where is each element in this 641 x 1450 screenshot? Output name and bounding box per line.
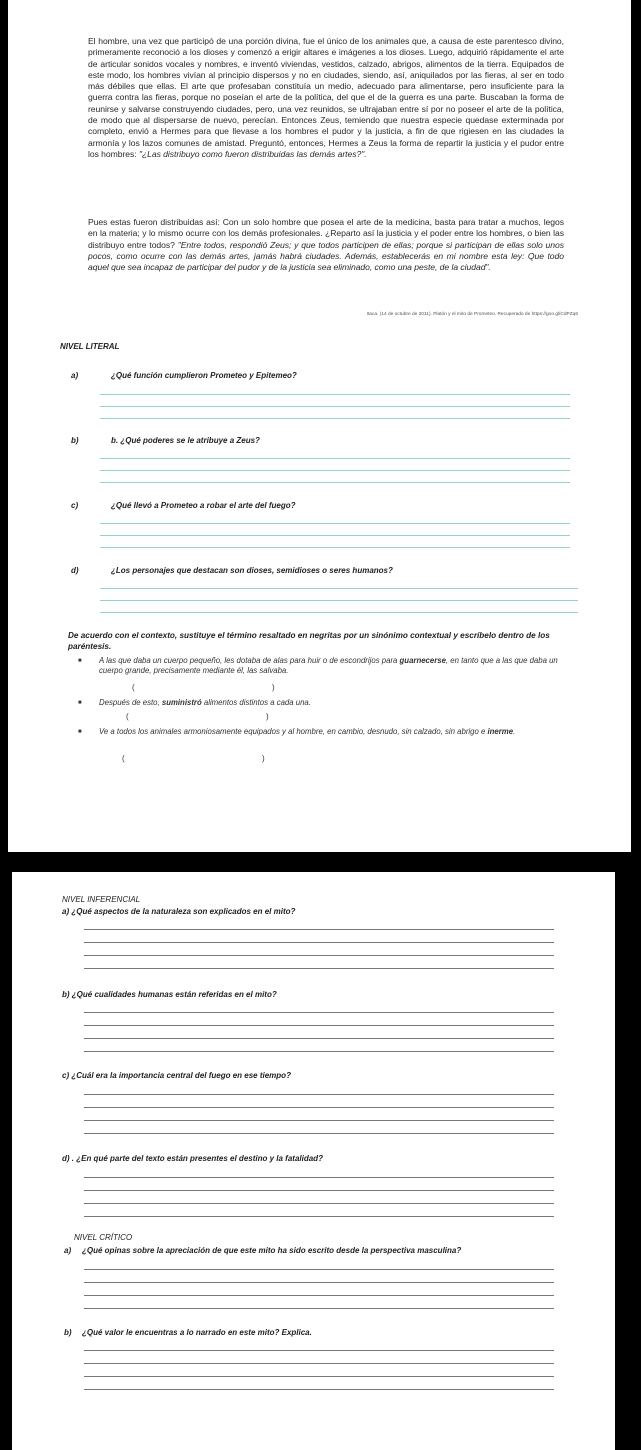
answer-line[interactable] — [84, 1177, 554, 1178]
literal-question-a: a) ¿Qué función cumplieron Prometeo y Epitemeo? — [71, 371, 297, 380]
answer-line[interactable] — [100, 418, 570, 419]
literal-question-b: b) b. ¿Qué poderes se le atribuye a Zeus? — [71, 436, 260, 445]
critico-question-a: a) ¿Qué opinas sobre la apreciación de que este mito ha sido escrito desde la perspectiva masculina? — [64, 1246, 462, 1255]
reading-paragraph-1: El hombre, una vez que participó de una porción divina, fue el único de los animales que, a causa de este parentesco divino, primeramente reconoció a los dioses y comenzó a erigir altares e imágenes a los dioses. Luego, adquirió rápidamente el arte de articular sonidos vocales y nombres, e inventó viviendas, vestidos, calzado, abrigos, alimentos de la tierra. Equipados de este modo, los hombres vivían al principio dispersos y no en ciudades, siendo, así, aniquilados por las fieras, al ser en todo más débiles que ellas. El arte que profesaban constituía un medio, adecuado para alimentarse, pero insuficiente para la guerra contra las fieras, porque no poseían el arte de la política, del que el de la guerra es una parte. Buscaban la forma de reunirse y salvarse construyendo ciudades, pero, una vez reunidos, se ultrajaban entre sí por no poseer el arte de la política, de modo que al dispersarse de nuevo, perecían. Entonces Zeus, temiendo que nuestra especie quedase exterminada por completo, envió a Hermes para que llevase a los hombres el pudor y la justicia, a fin de que rigiesen en las ciudades la armonía y los lazos comunes de amistad. Preguntó, entonces, Hermes a Zeus la forma de repartir la justicia y el pudor entre los hombres: "¿Las distribuyo como fueron distribuidas las demás artes?". — [88, 36, 564, 159]
answer-line[interactable] — [84, 929, 554, 930]
answer-line[interactable] — [84, 1120, 554, 1121]
inferencial-question-b: b) ¿Qué cualidades humanas están referidas en el mito? — [62, 990, 277, 999]
answer-line[interactable] — [84, 1190, 554, 1191]
citation: Itaca. (14 de octubre de 2011). Platón y el mito de Prometeo. Recuperado de https://goo.gl/CdPZq6 — [366, 312, 578, 317]
answer-line[interactable] — [84, 1308, 554, 1309]
inferencial-heading: NIVEL INFERENCIAL — [62, 895, 141, 904]
answer-line[interactable] — [100, 482, 570, 483]
answer-line[interactable] — [84, 1025, 554, 1026]
answer-line[interactable] — [100, 406, 570, 407]
answer-line[interactable] — [84, 1376, 554, 1377]
answer-line[interactable] — [100, 523, 570, 524]
answer-paren-close[interactable]: ) — [272, 683, 275, 692]
answer-line[interactable] — [84, 1269, 554, 1270]
answer-line[interactable] — [100, 458, 570, 459]
answer-line[interactable] — [100, 588, 578, 589]
literal-question-d: d) ¿Los personajes que destacan son dioses, semidioses o seres humanos? — [71, 566, 393, 575]
answer-line[interactable] — [100, 612, 578, 613]
answer-line[interactable] — [100, 394, 570, 395]
inferencial-question-c: c) ¿Cuál era la importancia central del fuego en ese tiempo? — [62, 1071, 291, 1080]
answer-paren-open[interactable]: ( — [132, 683, 135, 692]
bullet-icon: ■ — [78, 729, 82, 735]
answer-line[interactable] — [100, 470, 570, 471]
worksheet-page-2 — [12, 872, 615, 1450]
answer-line[interactable] — [84, 1350, 554, 1351]
answer-line[interactable] — [84, 1094, 554, 1095]
inferencial-question-d: d) . ¿En qué parte del texto están presentes el destino y la fatalidad? — [62, 1154, 323, 1163]
answer-line[interactable] — [100, 547, 570, 548]
answer-line[interactable] — [84, 1133, 554, 1134]
synonym-item-3: ■ Ve a todos los animales armoniosamente equipados y al hombre, en cambio, desnudo, sin calzado, sin abrigo e inerme. — [78, 727, 516, 736]
bullet-icon: ■ — [78, 700, 82, 706]
answer-line[interactable] — [84, 1363, 554, 1364]
answer-line[interactable] — [84, 955, 554, 956]
bullet-icon: ■ — [78, 658, 82, 664]
answer-line[interactable] — [84, 1038, 554, 1039]
answer-paren-close[interactable]: ) — [262, 754, 265, 763]
answer-line[interactable] — [84, 1051, 554, 1052]
answer-line[interactable] — [84, 1107, 554, 1108]
answer-line[interactable] — [84, 968, 554, 969]
answer-line[interactable] — [100, 600, 578, 601]
answer-line[interactable] — [84, 1203, 554, 1204]
synonym-item-2: ■ Después de esto, suministró alimentos distintos a cada una. — [78, 698, 311, 707]
answer-line[interactable] — [84, 1389, 554, 1390]
answer-line[interactable] — [84, 942, 554, 943]
critico-question-b: b) ¿Qué valor le encuentras a lo narrado en este mito? Explica. — [64, 1328, 312, 1337]
answer-paren-open[interactable]: ( — [126, 712, 129, 721]
reading-paragraph-2: Pues estas fueron distribuidas así: Con un solo hombre que posea el arte de la medicina, basta para tratar a muchos, legos en la materia; y lo mismo ocurre con los demás profesionales. ¿Reparto así la justicia y el poder entre los hombres, o bien las distribuyo entre todos? "Entre todos, respondió Zeus; y que todos participen de ellas; porque si participan de ellas solo unos pocos, como ocurre con las demás artes, jamás habrá ciudades. Además, establecerás en mi nombre esta ley: Que todo aquel que sea incapaz de participar del pudor y de la justicia sea eliminado, como una peste, de la ciudad". — [88, 217, 564, 273]
inferencial-question-a: a) ¿Qué aspectos de la naturaleza son explicados en el mito? — [62, 907, 296, 916]
synonym-instruction: De acuerdo con el contexto, sustituye el término resaltado en negritas por un sinónimo contextual y escríbelo dentro de los paréntesis. — [68, 631, 550, 651]
synonym-item-1: ■ A las que daba un cuerpo pequeño, les dotaba de alas para huir o de escondrijos para guarnecerse, en tanto que a las que daba un cuerpo grande, precisamente mediante él, las salvaba. — [78, 656, 558, 675]
answer-paren-open[interactable]: ( — [122, 754, 125, 763]
critico-heading: NIVEL CRÍTICO — [74, 1233, 133, 1242]
answer-line[interactable] — [84, 1295, 554, 1296]
answer-line[interactable] — [84, 1282, 554, 1283]
answer-line[interactable] — [84, 1216, 554, 1217]
worksheet-page-1 — [8, 0, 631, 852]
answer-line[interactable] — [100, 535, 570, 536]
answer-line[interactable] — [84, 1012, 554, 1013]
literal-question-c: c) ¿Qué llevó a Prometeo a robar el arte del fuego? — [71, 501, 296, 510]
literal-heading: NIVEL LITERAL — [60, 342, 120, 351]
answer-paren-close[interactable]: ) — [266, 712, 269, 721]
